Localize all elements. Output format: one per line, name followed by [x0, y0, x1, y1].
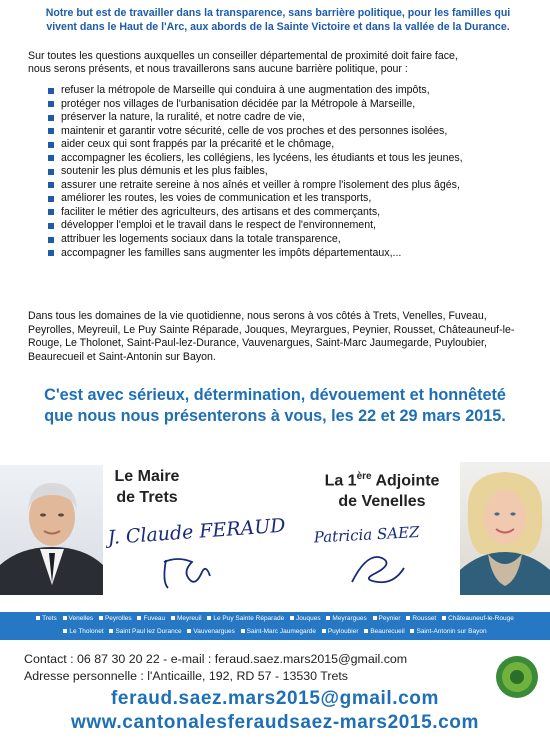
- list-item: protéger nos villages de l'urbanisation décidée par la Métropole à Marseille,: [48, 98, 528, 112]
- list-item: améliorer les routes, les voies de communication et les transports,: [48, 192, 528, 206]
- town-tag: Rousset: [406, 612, 436, 625]
- list-item: faciliter le métier des agriculteurs, des artisans et des commerçants,: [48, 206, 528, 220]
- town-tag: Venelles: [63, 612, 94, 625]
- town-tag: Trets: [36, 612, 57, 625]
- svg-text:Patricia SAEZ: Patricia SAEZ: [313, 522, 420, 547]
- bullet-square-icon: [48, 155, 54, 161]
- commitment-list: [48, 84, 528, 260]
- square-icon: [99, 616, 103, 620]
- town-tag: Vauvenargues: [187, 625, 234, 638]
- town-tag: Saint-Marc Jaumegarde: [241, 625, 316, 638]
- bullet-square-icon: [48, 115, 54, 121]
- lead-line: Sur toutes les questions auxquelles un conseiller départemental de proximité doit faire face,: [28, 50, 458, 62]
- towns-line: Rouge, Le Tholonet, Saint-Paul-lez-Durance, Vauvenargues, Saint-Marc Jaumegarde, Puyloubier,: [28, 337, 487, 349]
- intro-paragraph: [28, 7, 528, 34]
- deputy-title: La 1ère Adjointe de Venelles: [324, 471, 440, 511]
- intro-line: vivent dans le Haut de l'Arc, aux abords de la Sainte Victoire et dans la vallée de la Durance.: [46, 20, 510, 33]
- slogan-line: C'est avec sérieux, détermination, dévouement et honnêteté: [44, 386, 506, 404]
- bullet-square-icon: [48, 88, 54, 94]
- svg-text:J. Claude FERAUD: J. Claude FERAUD: [106, 514, 286, 550]
- list-item: préserver la nature, la ruralité, et notre cadre de vie,: [48, 111, 528, 125]
- towns-line: Beaurecueil et Saint-Antonin sur Bayon.: [28, 350, 216, 363]
- towns-bar-row: [0, 612, 550, 625]
- mayor-portrait-illustration: [0, 465, 103, 595]
- bullet-square-icon: [48, 209, 54, 215]
- town-tag: Peyrolles: [99, 612, 132, 625]
- bullet-square-icon: [48, 223, 54, 229]
- bullet-square-icon: [48, 196, 54, 202]
- square-icon: [241, 629, 245, 633]
- list-item: refuser la métropole de Marseille qui conduira à une augmentation des impôts,: [48, 84, 528, 98]
- towns-line: Dans tous les domaines de la vie quotidienne, nous serons à vos côtés à Trets, Venelles, Fuveau,: [28, 310, 487, 322]
- slogan: [20, 385, 530, 427]
- square-icon: [63, 616, 67, 620]
- town-tag: Meyrargues: [326, 612, 366, 625]
- square-icon: [406, 616, 410, 620]
- saez-signature: [312, 512, 460, 592]
- town-tag: Saint-Antonin sur Bayon: [410, 625, 486, 638]
- town-tag: Puyloubier: [322, 625, 359, 638]
- square-icon: [36, 616, 40, 620]
- square-icon: [364, 629, 368, 633]
- list-item: assurer une retraite sereine à nos aînés et veiller à rompre l'isolement des plus âgés,: [48, 179, 528, 193]
- deputy-portrait-illustration: [460, 462, 550, 595]
- feraud-signature: [106, 510, 286, 592]
- towns-bar-row: [0, 625, 550, 638]
- contact-block: [24, 651, 407, 685]
- deputy-portrait: [460, 462, 550, 595]
- list-item: maintenir et garantir votre sécurité, celle de vos proches et des personnes isolées,: [48, 125, 528, 139]
- list-item: soutenir les plus démunis et les plus faibles,: [48, 165, 528, 179]
- intro-line: Notre but est de travailler dans la transparence, sans barrière politique, pour les familles qui: [45, 7, 511, 19]
- square-icon: [410, 629, 414, 633]
- towns-bar: [0, 612, 550, 640]
- square-icon: [322, 629, 326, 633]
- square-icon: [207, 616, 211, 620]
- list-item: aider ceux qui sont frappés par la précarité et le chômage,: [48, 138, 528, 152]
- town-tag: Saint Paul lez Durance: [109, 625, 181, 638]
- list-item: accompagner les familles sans augmenter les impôts départementaux,...: [48, 247, 528, 261]
- square-icon: [373, 616, 377, 620]
- bullet-square-icon: [48, 142, 54, 148]
- town-tag: Meyreuil: [171, 612, 202, 625]
- list-item: accompagner les écoliers, les collégiens, les lycéens, les étudiants et tous les jeunes,: [48, 152, 528, 166]
- square-icon: [442, 616, 446, 620]
- website-link[interactable]: www.cantonalesferaudsaez-mars2015.com: [71, 712, 479, 733]
- town-tag: Le Puy Sainte Réparade: [207, 612, 284, 625]
- square-icon: [63, 629, 67, 633]
- bullet-square-icon: [48, 237, 54, 243]
- bullet-square-icon: [48, 101, 54, 107]
- lead-paragraph: [28, 50, 528, 77]
- mayor-title: Le Maire de Trets: [114, 468, 180, 506]
- town-tag: Châteauneuf-le-Rouge: [442, 612, 514, 625]
- town-tag: Beaurecueil: [364, 625, 404, 638]
- contact-line: Contact : 06 87 30 20 22 - e-mail : feraud.saez.mars2015@gmail.com: [24, 652, 408, 666]
- bullet-square-icon: [48, 250, 54, 256]
- square-icon: [171, 616, 175, 620]
- mayor-portrait: [0, 465, 103, 595]
- square-icon: [290, 616, 294, 620]
- email-link[interactable]: feraud.saez.mars2015@gmail.com: [110, 688, 439, 709]
- bullet-square-icon: [48, 182, 54, 188]
- bullet-square-icon: [48, 169, 54, 175]
- bullet-square-icon: [48, 128, 54, 134]
- town-tag: Peynier: [373, 612, 401, 625]
- town-tag: Jouques: [290, 612, 321, 625]
- square-icon: [137, 616, 141, 620]
- list-item: attribuer les logements sociaux dans la totale transparence,: [48, 233, 528, 247]
- town-tag: Fuveau: [137, 612, 165, 625]
- towns-line: Peyrolles, Meyreuil, Le Puy Sainte Réparade, Jouques, Meyrargues, Peynier, Rousset, Châteauneuf-le-: [28, 323, 515, 336]
- town-tag: Le Tholonet: [63, 625, 103, 638]
- slogan-line: que nous nous présenterons à vous, les 22 et 29 mars 2015.: [44, 407, 506, 425]
- lead-line: nous serons présents, et nous travaillerons sans aucune barrière politique, pour :: [28, 63, 408, 76]
- address-line: Adresse personnelle : l'Anticaille, 192, RD 57 - 13530 Trets: [24, 669, 349, 683]
- square-icon: [187, 629, 191, 633]
- square-icon: [109, 629, 113, 633]
- list-item: développer l'emploi et le travail dans le respect de l'environnement,: [48, 219, 528, 233]
- towns-paragraph: [28, 310, 530, 364]
- square-icon: [326, 616, 330, 620]
